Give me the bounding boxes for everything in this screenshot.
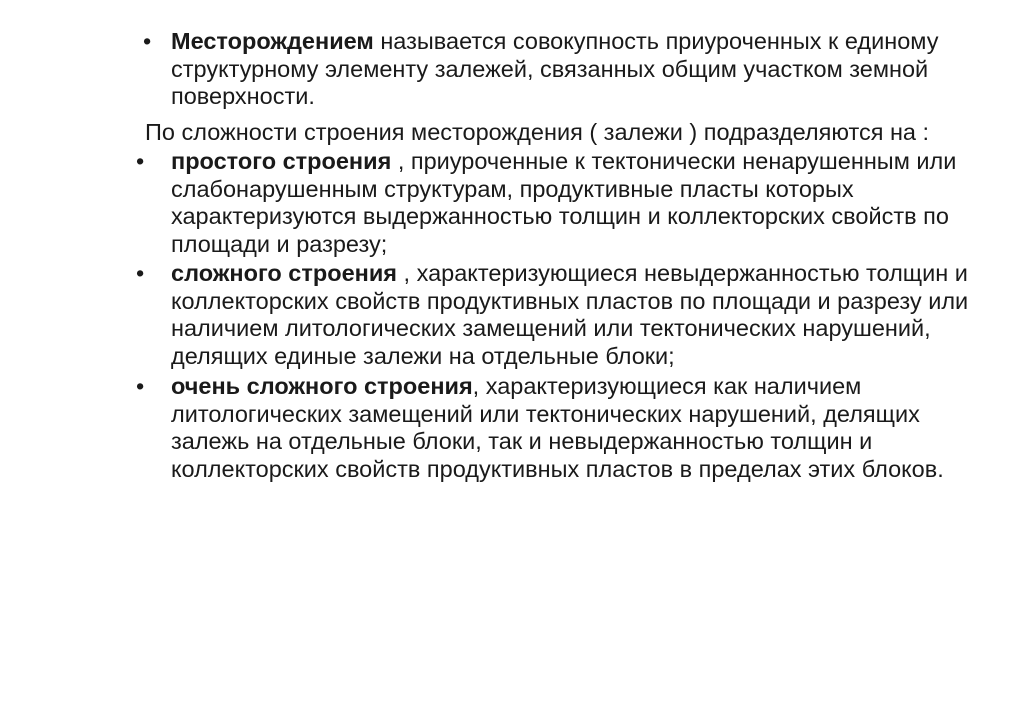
term-very-complex-structure: очень сложного строения — [171, 373, 473, 399]
bullet-item-complex-structure — [0, 260, 1024, 370]
bullet-item-simple-structure — [0, 148, 1024, 258]
definition-text: называется совокупность приуроченных к единому структурному элементу залежей, связанных общим участком земной поверхности. — [171, 28, 939, 109]
term-complex-structure: сложного строения — [171, 260, 398, 286]
bullet-item-very-complex-structure — [0, 373, 1024, 483]
definition-text: , характеризующиеся невыдержанностью толщин и коллекторских свойств продуктивных пластов по площади и разрезу или наличием литологических замещений или тектонических нарушений, делящих единые залежи на отдельные блоки; — [171, 260, 969, 369]
term-simple-structure: простого строения — [171, 148, 392, 174]
definition-text: , характеризующиеся как наличием литологических замещений или тектонических нарушений, делящих залежь на отдельные блоки, так и невыдержанностью толщин и коллекторских свойств продуктивных пластов в пределах этих блоков. — [171, 373, 944, 482]
slide-content — [0, 28, 1024, 483]
term-deposit: Месторождением — [171, 28, 374, 54]
bullet-icon: • — [136, 260, 145, 286]
intro-paragraph: По сложности строения месторождения ( залежи ) подразделяются на : — [145, 118, 930, 145]
definition-text: , приуроченные к тектонически ненарушенным или слабонарушенным структурам, продуктивные пласты которых характеризуются выдержанностью толщин и коллекторских свойств по площади и разрезу; — [171, 148, 957, 257]
bullet-icon: • — [136, 148, 145, 174]
bullet-icon: • — [143, 28, 152, 54]
bullet-icon: • — [136, 373, 145, 399]
bullet-item-deposit-definition — [0, 28, 1024, 111]
